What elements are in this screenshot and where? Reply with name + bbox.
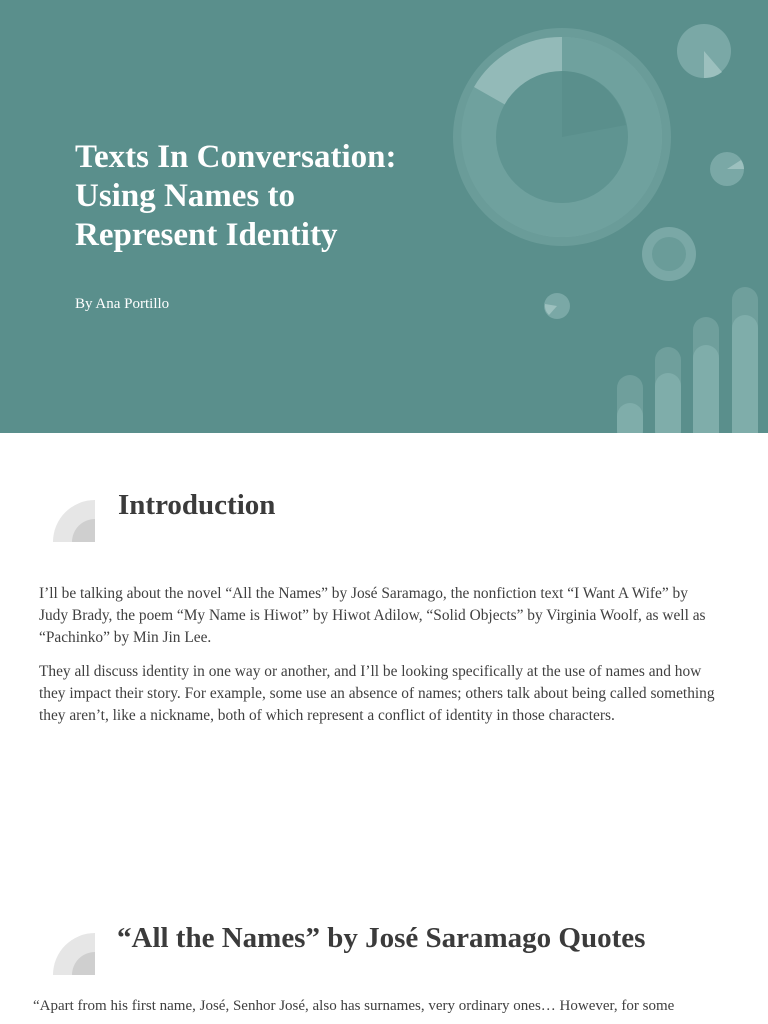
intro-heading: Introduction (118, 489, 276, 521)
pie-section-icon (50, 930, 98, 978)
quote-text: “Apart from his first name, José, Senhor José, also has surnames, very ordinary ones… However, for some (33, 998, 675, 1014)
author-byline: By Ana Portillo (75, 296, 170, 312)
intro-paragraph: I’ll be talking about the novel “All the Names” by José Saramago, the nonfiction text “I Want A Wife” by Judy Brady, the poem “My Name is Hiwot” by Hiwot Adilow, “Solid Objects” by Virginia Woolf, as well as “Pachinko” by Min Jin Lee. (39, 585, 706, 646)
donut-chart-icon (453, 28, 671, 246)
intro-paragraph: They all discuss identity in one way or another, and I’ll be looking specifically at the use of names and how they impact their story. For example, some use an absence of names; others talk about being called something they aren’t, like a nickname, both of which represent a conflict of identity in those characters. (39, 663, 715, 724)
title-line: Texts In Conversation: (75, 139, 397, 175)
pie-section-icon (50, 497, 98, 545)
title-line: Using Names to (75, 178, 295, 214)
quotes-heading: “All the Names” by José Saramago Quotes (117, 922, 646, 954)
title-line: Represent Identity (75, 217, 338, 253)
presentation-title (75, 138, 475, 255)
title-slide (0, 0, 768, 433)
bar-chart-icon (617, 287, 758, 433)
